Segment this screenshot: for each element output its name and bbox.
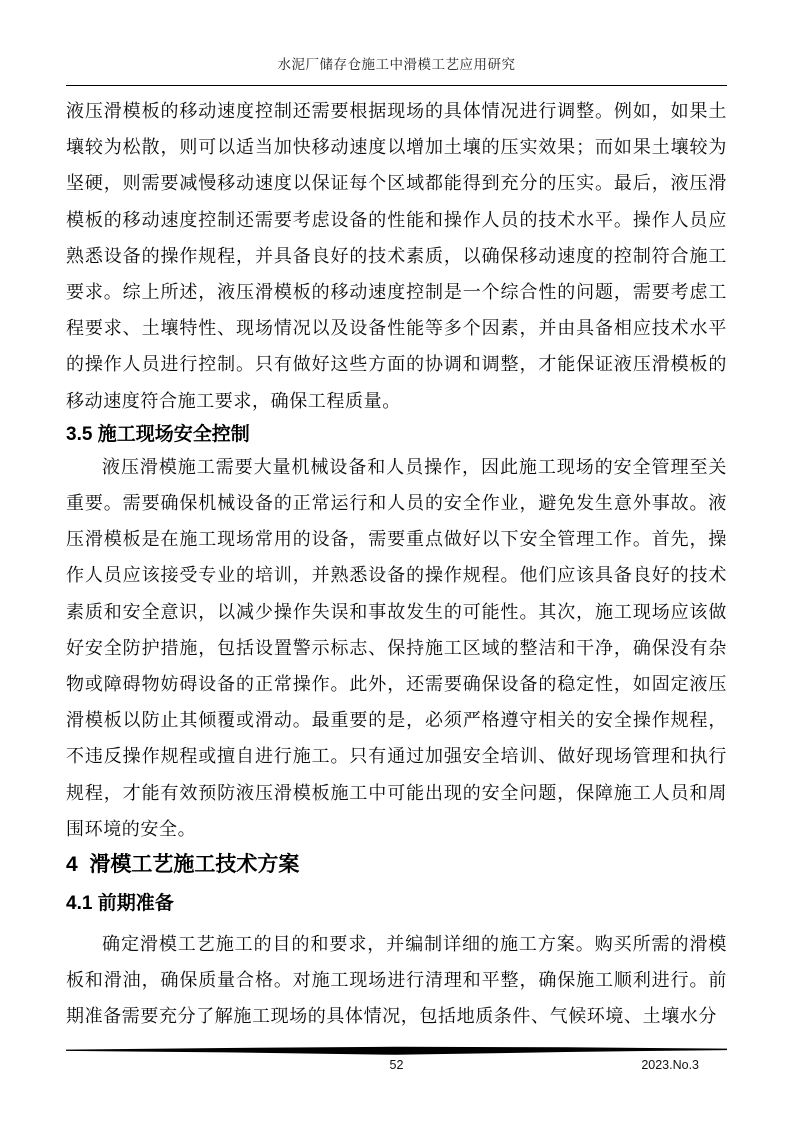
document-body xyxy=(66,93,727,1035)
paragraph-preparation: 确定滑模工艺施工的目的和要求，并编制详细的施工方案。购买所需的滑模板和滑油，确保质量合格。对施工现场进行清理和平整，确保施工顺利进行。前期准备需要充分了解施工现场的具体情况，包括地质条件、气候环境、土壤水分 xyxy=(66,934,727,1027)
footer-taper-rule xyxy=(66,1046,727,1056)
page-number: 52 xyxy=(389,1058,404,1072)
section-heading-3-5: 3.5 施工现场安全控制 xyxy=(66,423,250,445)
journal-issue-label: 2023.No.3 xyxy=(641,1058,699,1072)
paragraph-site-safety-control: 液压滑模施工需要大量机械设备和人员操作，因此施工现场的安全管理至关重要。需要确保机械设备的正常运行和人员的安全作业，避免发生意外事故。液压滑模板是在施工现场常用的设备，需要重点做好以下安全管理工作。首先，操作人员应该接受专业的培训，并熟悉设备的操作规程。他们应该具备良好的技术素质和安全意识，以减少操作失误和事故发生的可能性。其次，施工现场应该做好安全防护措施，包括设置警示标志、保持施工区域的整洁和干净，确保没有杂物或障碍物妨碍设备的正常操作。此外，还需要确保设备的稳定性，如固定液压滑模板以防止其倾覆或滑动。最重要的是，必须严格遵守相关的安全操作规程，不违反操作规程或擅自进行施工。只有通过加强安全培训、做好现场管理和执行规程，才能有效预防液压滑模板施工中可能出现的安全问题，保障施工人员和周围环境的安全。 xyxy=(66,456,727,839)
section-heading-4-1: 4.1 前期准备 xyxy=(66,893,174,915)
running-head-title: 水泥厂储存仓施工中滑模工艺应用研究 xyxy=(277,57,516,72)
page-footer xyxy=(66,1046,727,1074)
paragraph-speed-control-continuation: 液压滑模板的移动速度控制还需要根据现场的具体情况进行调整。例如，如果土壤较为松散，则可以适当加快移动速度以增加土壤的压实效果；而如果土壤较为坚硬，则需要减慢移动速度以保证每个区域都能得到充分的压实。最后，液压滑模板的移动速度控制还需要考虑设备的性能和操作人员的技术水平。操作人员应熟悉设备的操作规程，并具备良好的技术素质，以确保移动速度的控制符合施工要求。综上所述，液压滑模板的移动速度控制是一个综合性的问题，需要考虑工程要求、土壤特性、现场情况以及设备性能等多个因素，并由具备相应技术水平的操作人员进行控制。只有做好这些方面的协调和调整，才能保证液压滑模板的移动速度符合施工要求，确保工程质量。 xyxy=(66,101,727,411)
section-heading-4: 4 滑模工艺施工技术方案 xyxy=(66,853,300,877)
header-rule xyxy=(66,85,727,86)
page-header xyxy=(66,0,727,86)
footer-text-row xyxy=(66,1056,727,1074)
